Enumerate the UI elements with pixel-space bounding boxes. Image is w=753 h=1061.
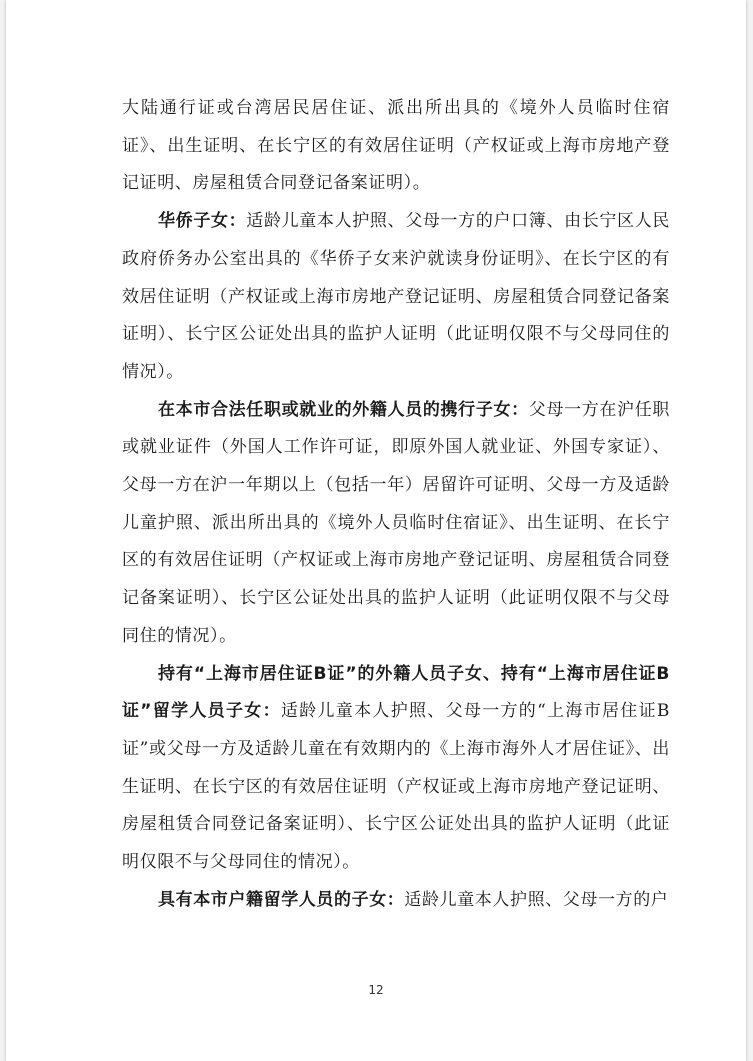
paragraph-text: 大陆通行证或台湾居民居住证、派出所出具的《境外人员临时住宿证》、出生证明、在长宁区的有效居住证明（产权证或上海市房地产登记证明、房屋租赁合同登记备案证明）。 (122, 98, 670, 194)
document-page (6, 0, 746, 1061)
document-body (122, 90, 670, 919)
paragraph-returned-student-children (122, 882, 670, 920)
page-number: 12 (368, 983, 384, 997)
paragraph-text: 适龄儿童本人护照、父母一方的户 (404, 889, 669, 910)
paragraph-residence-permit-b-children (122, 656, 670, 882)
paragraph-text: 适龄儿童本人护照、父母一方的“上海市居住证B证”或父母一方及适龄儿童在有效期内的《上海市海外人才居住证》、出生证明、在长宁区的有效居住证明（产权证或上海市房地产登记证明、房屋租赁合同登记备案证明）、长宁区公证处出具的监护人证明（此证明仅限不与父母同住的情况）。 (122, 701, 670, 873)
paragraph-foreign-employee-children (122, 392, 670, 656)
paragraph-text: 父母一方在沪任职或就业证件（外国人工作许可证，即原外国人就业证、外国专家证）、父母一方在沪一年期以上（包括一年）居留许可证明、父母一方及适龄儿童护照、派出所出具的《境外人员临时住宿证》、出生证明、在长宁区的有效居住证明（产权证或上海市房地产登记证明、房屋租赁合同登记备案证明）、长宁区公证处出具的监护人证明（此证明仅限不与父母同住的情况）。 (122, 399, 670, 646)
paragraph-lead: 持有“上海市居住证B证”的外籍人员子女、持有“上海市居住证B证”留学人员子女： (122, 663, 670, 722)
paragraph-text: 适龄儿童本人护照、父母一方的户口簿、由长宁区人民政府侨务办公室出具的《华侨子女来沪就读身份证明》、在长宁区的有效居住证明（产权证或上海市房地产登记证明、房屋租赁合同登记备案证明）、长宁区公证处出具的监护人证明（此证明仅限不与父母同住的情况）。 (122, 211, 671, 382)
paragraph-continuation (122, 90, 670, 203)
paragraph-lead: 在本市合法任职或就业的外籍人员的携行子女： (158, 399, 529, 420)
paragraph-lead: 具有本市户籍留学人员的子女： (158, 889, 405, 910)
paragraph-lead: 华侨子女： (158, 211, 247, 232)
paragraph-overseas-chinese-children (122, 203, 670, 392)
